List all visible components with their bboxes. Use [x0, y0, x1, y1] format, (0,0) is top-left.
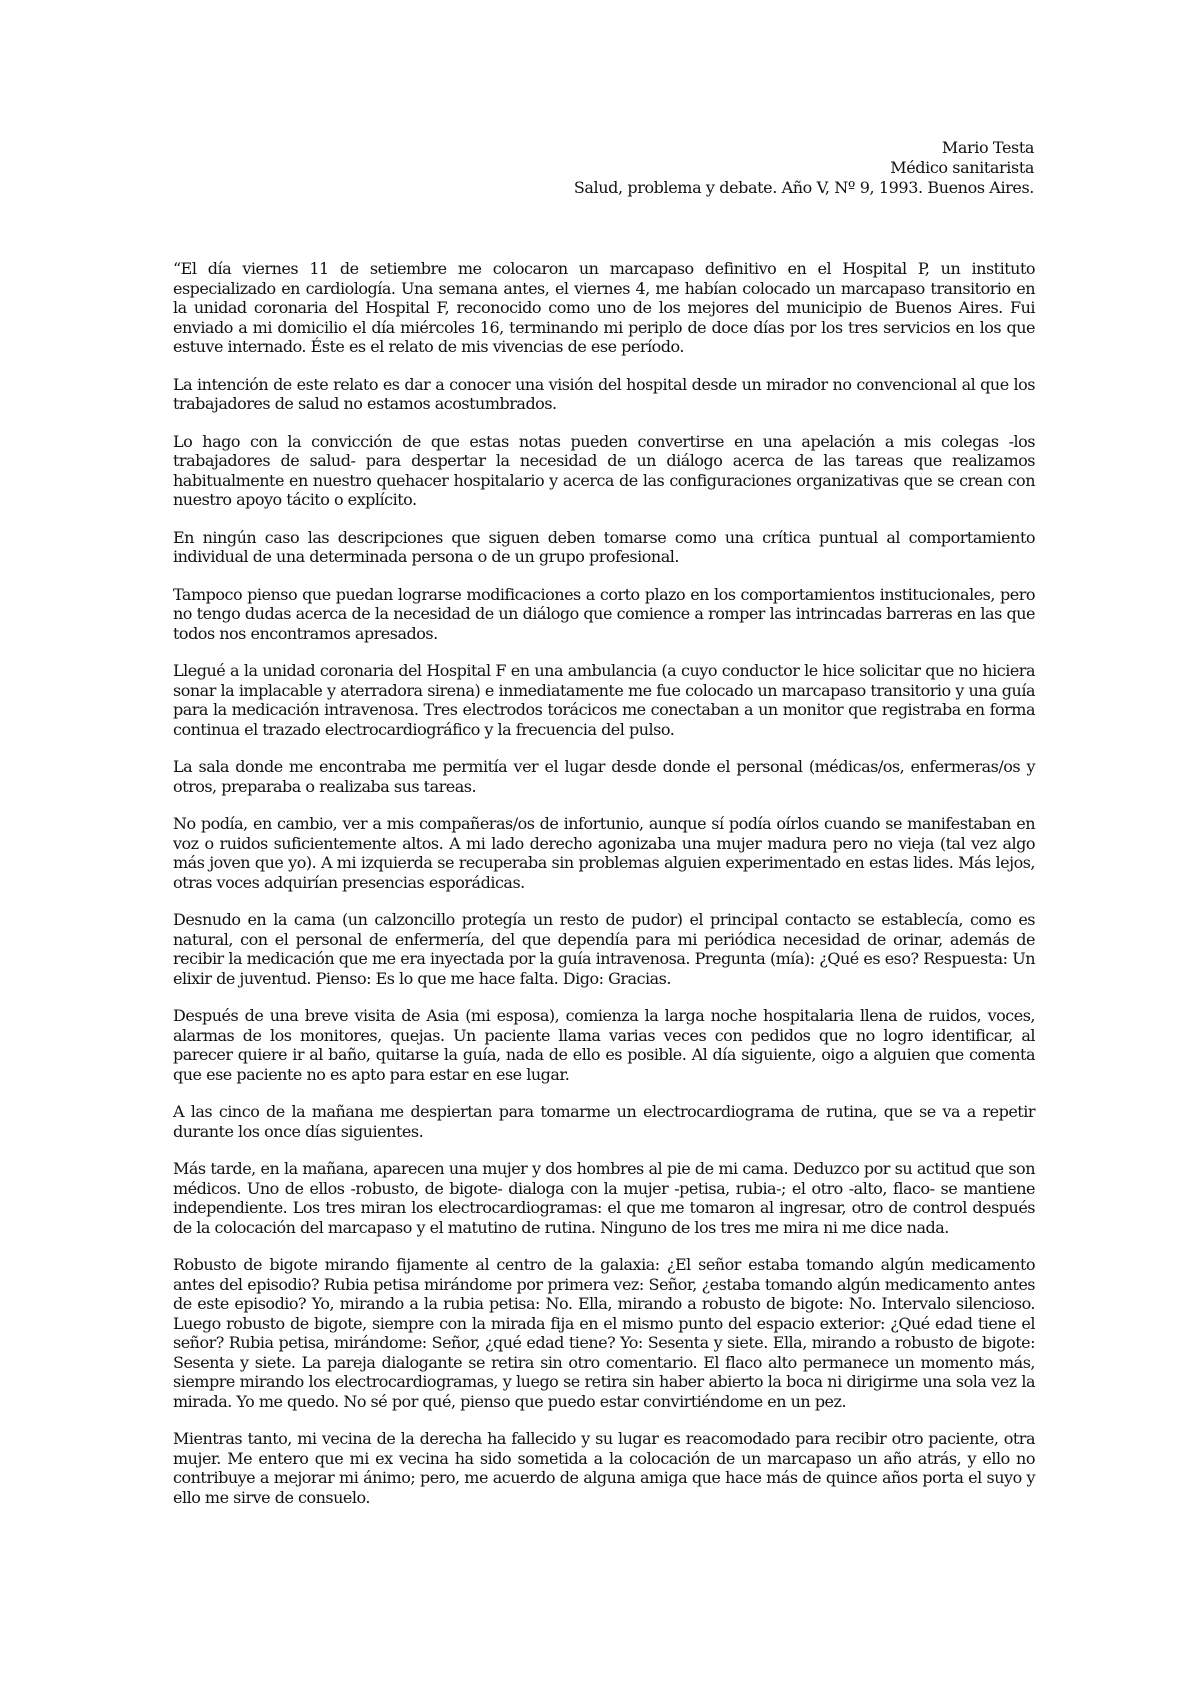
- article-header: [334, 138, 1034, 198]
- paragraph: Más tarde, en la mañana, aparecen una mujer y dos hombres al pie de mi cama. Deduzco por su actitud que son médicos. Uno de ellos -robusto, de bigote- dialoga con la mujer -petisa, rubia-; el otro -alto, flaco- se mantiene independiente. Los tres miran los electrocardiogramas: el que me tomaron al ingresar, otro de control después de la colocación del marcapaso y el matutino de rutina. Ninguno de los tres me mira ni me dice nada.: [173, 1159, 1035, 1237]
- paragraph: A las cinco de la mañana me despiertan para tomarme un electrocardiograma de rutina, que se va a repetir durante los once días siguientes.: [173, 1102, 1035, 1141]
- publication-source: Salud, problema y debate. Año V, Nº 9, 1993. Buenos Aires.: [573, 178, 1034, 197]
- paragraph: En ningún caso las descripciones que siguen deben tomarse como una crítica puntual al comportamiento individual de una determinada persona o de un grupo profesional.: [173, 527, 1035, 566]
- paragraph: La sala donde me encontraba me permitía ver el lugar desde donde el personal (médicas/os, enfermeras/os y otros, preparaba o realizaba sus tareas.: [173, 757, 1035, 796]
- article-body: [173, 259, 1035, 1525]
- paragraph: Después de una breve visita de Asia (mi esposa), comienza la larga noche hospitalaria llena de ruidos, voces, alarmas de los monitores, quejas. Un paciente llama varias veces con pedidos que no logro identificar, al parecer quiere ir al baño, quitarse la guía, nada de ello es posible. Al día siguiente, oigo a alguien que comenta que ese paciente no es apto para estar en ese lugar.: [173, 1006, 1035, 1084]
- paragraph: Robusto de bigote mirando fijamente al centro de la galaxia: ¿El señor estaba tomando algún medicamento antes del episodio? Rubia petisa mirándome por primera vez: Señor, ¿estaba tomando algún medicamento antes de este episodio? Yo, mirando a la rubia petisa: No. Ella, mirando a robusto de bigote: No. Intervalo silencioso. Luego robusto de bigote, siempre con la mirada fija en el mismo punto del espacio exterior: ¿Qué edad tiene el señor? Rubia petisa, mirándome: Señor, ¿qué edad tiene? Yo: Sesenta y siete. Ella, mirando a robusto de bigote: Sesenta y siete. La pareja dialogante se retira sin otro comentario. El flaco alto permanece un momento más, siempre mirando los electrocardiogramas, y luego se retira sin haber abierto la boca ni dirigirme una sola vez la mirada. Yo me quedo. No sé por qué, pienso que puedo estar convirtiéndome en un pez.: [173, 1255, 1035, 1411]
- paragraph: Desnudo en la cama (un calzoncillo protegía un resto de pudor) el principal contacto se establecía, como es natural, con el personal de enfermería, del que dependía para mi periódica necesidad de orinar, además de recibir la medicación que me era inyectada por la guía intravenosa. Pregunta (mía): ¿Qué es eso? Respuesta: Un elixir de juventud. Pienso: Es lo que me hace falta. Digo: Gracias.: [173, 910, 1035, 988]
- paragraph: La intención de este relato es dar a conocer una visión del hospital desde un mirador no convencional al que los trabajadores de salud no estamos acostumbrados.: [173, 374, 1035, 413]
- paragraph: Mientras tanto, mi vecina de la derecha ha fallecido y su lugar es reacomodado para recibir otro paciente, otra mujer. Me entero que mi ex vecina ha sido sometida a la colocación de un marcapaso un año atrás, y ello no contribuye a mejorar mi ánimo; pero, me acuerdo de alguna amiga que hace más de quince años porta el suyo y ello me sirve de consuelo.: [173, 1429, 1035, 1507]
- paragraph: “El día viernes 11 de setiembre me colocaron un marcapaso definitivo en el Hospital P, un instituto especializado en cardiología. Una semana antes, el viernes 4, me habían colocado un marcapaso transitorio en la unidad coronaria del Hospital F, reconocido como uno de los mejores del municipio de Buenos Aires. Fui enviado a mi domicilio el día miércoles 16, terminando mi periplo de doce días por los tres servicios en los que estuve internado. Éste es el relato de mis vivencias de ese período.: [173, 259, 1035, 356]
- paragraph: No podía, en cambio, ver a mis compañeras/os de infortunio, aunque sí podía oírlos cuando se manifestaban en voz o ruidos suficientemente altos. A mi lado derecho agonizaba una mujer madura pero no vieja (tal vez algo más joven que yo). A mi izquierda se recuperaba sin problemas alguien experimentado en estas lides. Más lejos, otras voces adquirían presencias esporádicas.: [173, 814, 1035, 892]
- paragraph: Llegué a la unidad coronaria del Hospital F en una ambulancia (a cuyo conductor le hice solicitar que no hiciera sonar la implacable y aterradora sirena) e inmediatamente me fue colocado un marcapaso transitorio y una guía para la medicación intravenosa. Tres electrodos torácicos me conectaban a un monitor que registraba en forma continua el trazado electrocardiográfico y la frecuencia del pulso.: [173, 661, 1035, 739]
- paragraph: Lo hago con la convicción de que estas notas pueden convertirse en una apelación a mis colegas -los trabajadores de salud- para despertar la necesidad de un diálogo acerca de las tareas que realizamos habitualmente en nuestro quehacer hospitalario y acerca de las configuraciones organizativas que se crean con nuestro apoyo tácito o explícito.: [173, 431, 1035, 509]
- author-name: Mario Testa: [941, 138, 1034, 157]
- paragraph: Tampoco pienso que puedan lograrse modificaciones a corto plazo en los comportamientos institucionales, pero no tengo dudas acerca de la necesidad de un diálogo que comience a romper las intrincadas barreras en las que todos nos encontramos apresados.: [173, 584, 1035, 643]
- author-role: Médico sanitarista: [890, 158, 1034, 177]
